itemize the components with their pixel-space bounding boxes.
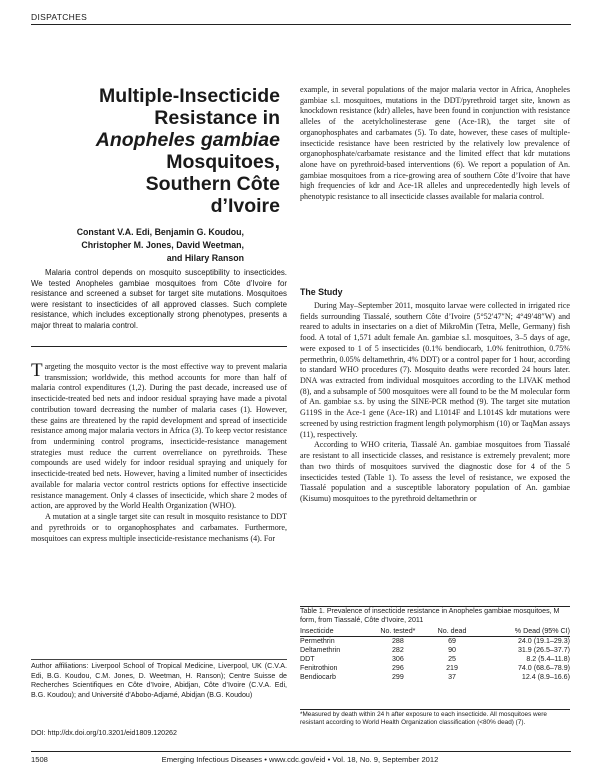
title-line-2: Resistance in [154, 107, 280, 129]
table-footnote: *Measured by death within 24 h after exposure to each insecticide. All mosquitoes were resistant according to World Health Organization classification (<80% dead) (7). [300, 711, 547, 726]
abstract: Malaria control depends on mosquito susceptibility to insecticides. We tested Anopheles gambiae mosquitoes from Côte d’Ivoire for resistance and screened a subset for target site mutations. Mosquitoes were resistant to insecticides of all approved classes. Such complete resistance, which includes exceptionally strong phenotypes, presents a major threat to malaria control. [31, 268, 287, 330]
table-row [300, 636, 570, 645]
table-cell: 288 [391, 636, 404, 645]
affiliation-rule [31, 659, 287, 660]
section-heading-study: The Study [300, 287, 343, 297]
title-line-4: Mosquitoes, [166, 151, 280, 173]
resistance-table [300, 627, 570, 681]
table-header-row [300, 627, 570, 636]
table-cell: 306 [391, 654, 404, 663]
table-cell: 25 [448, 654, 456, 663]
author-line-3: and Hilary Ranson [166, 253, 244, 264]
table-cell: 219 [446, 663, 458, 672]
table-header: No. tested* [368, 627, 427, 636]
author-line-1: Constant V.A. Edi, Benjamin G. Koudou, [76, 227, 244, 237]
table-cell: 12.4 (8.9–16.6) [521, 672, 570, 681]
table-cell: DDT [300, 654, 315, 663]
page-number: 1508 [31, 755, 48, 764]
table-header: No. dead [428, 627, 477, 636]
table-cell: Deltamethrin [300, 645, 341, 654]
article-title [31, 85, 280, 217]
title-line-5: Southern Côte [145, 173, 280, 195]
table-row [300, 655, 570, 664]
author-list [31, 226, 244, 266]
title-line-3: Anopheles gambiae [95, 129, 280, 151]
intro-paragraph-2: A mutation at a single target site can result in mosquito resistance to DDT and pyrethroids or to organophosphates and carbamates. Furthermore, mosquitoes can express multiple insecticide-resistance mechanisms (4). For [31, 512, 287, 543]
table-cell: 74.0 (68.6–78.9) [517, 663, 570, 672]
drop-cap: T [31, 360, 43, 381]
study-column [300, 301, 570, 505]
title-line-1: Multiple-Insecticide [99, 85, 280, 107]
table-cell: 296 [391, 663, 404, 672]
title-line-6: d’Ivoire [210, 195, 280, 217]
footer-rule [31, 751, 571, 752]
table-row [300, 664, 570, 673]
section-label: DISPATCHES [31, 12, 88, 22]
table-caption: Table 1. Prevalence of insecticide resistance in Anopheles gambiae mosquitoes, M form, from Tiassalé, Côte d’Ivoire, 2011 [300, 607, 560, 624]
study-paragraph-1: During May–September 2011, mosquito larvae were collected in irrigated rice fields surrounding Tiassalé, southern Côte d’Ivoire (5°52′47″N; 4°49′48″W) and reared to adults in insectaries on a diet of MikroMin (Tetra, Melle, Germany) fish food. A total of 1,571 adult female An. gambiae s.l. mosquitoes, 3–5 days of age, were exposed to 1 of 5 insecticides (0.1% bendiocarb, 1.0% fenitrothion, 0.75% permethrin, 0.05% deltamethrin, 4% DDT) or a control paper for 1 hour, according to standard WHO procedures (7). Mosquito deaths were recorded 24 hours later. DNA was extracted from individual mosquitoes according to the LIVAK method (8), and a subsample of 500 mosquitoes were all found to be the M molecular form of An. gambiae s.s. by using the SINE-PCR method (9). The target site mutation G119S in the Ace-1 gene (Ace-1R) and L1014F and L1014S kdr mutations were screened by using restriction fragment length polymorphism (10) or TaqMan assays (11), respectively. [300, 301, 570, 439]
table-cell: 299 [391, 672, 404, 681]
table-cell: 90 [448, 645, 456, 654]
table-rule-bottom [300, 709, 570, 710]
table-cell: 31.9 (26.5–37.7) [517, 645, 570, 654]
intro-paragraph-1: argeting the mosquito vector is the most effective way to prevent malaria transmission; worldwide, this method accounts for more than half of malaria control expenditures (1,2). During the past decade, increased use of insecticide-treated bed nets and indoor residual spraying have made a pivotal contribution toward decreasing the number of malaria cases (1). However, these gains are threatened by the rapid development and spread of insecticide resistance among major malaria vectors in Africa (3). To keep vector resistance from undermining control programs, insecticide-resistance management strategies must reduce the current overreliance on pyrethroids. These compounds are used widely for indoor residual spraying and uniquely for insecticide-treated bed nets. However, having a limited number of insecticides available for malaria vector control restricts options for effective insecticide resistance management. Only 4 classes of insecticide, which share 2 modes of action, are approved by the World Health Organization (WHO). [31, 362, 287, 511]
intro-column-left [31, 362, 287, 544]
table-cell: 69 [448, 636, 456, 645]
doi-link[interactable]: DOI: http://dx.doi.org/10.3201/eid1809.120262 [31, 729, 177, 737]
table-header: Insecticide [300, 627, 368, 636]
author-line-2: Christopher M. Jones, David Weetman, [81, 240, 244, 251]
table-cell: 8.2 (5.4–11.8) [526, 654, 570, 663]
journal-footer: Emerging Infectious Diseases • www.cdc.gov/eid • Vol. 18, No. 9, September 2012 [161, 755, 439, 764]
table-cell: Fenitrothion [300, 663, 338, 672]
author-affiliations: Author affiliations: Liverpool School of Tropical Medicine, Liverpool, UK (C.V.A. Edi, B.G. Koudou, C.M. Jones, D. Weetman, H. Ranson); Centre Suisse de Recherches Scientifiques en Côte d’Ivoire, Abidjan, Côte d’Ivoire (C.V.A. Edi, B.G. Koudou); and Université d’Abobo-Adjamé, Abidjan (B.G. Koudou) [31, 662, 287, 699]
table-cell: 282 [391, 645, 404, 654]
table-row [300, 673, 570, 682]
intro-paragraph-3: example, in several populations of the major malaria vector in Africa, Anopheles gambiae s.l. mosquitoes, mutations in the DDT/pyrethroid target site, known as knockdown resistance (kdr) alleles, have been found in conjunction with resistance alleles of the acetylcholinesterase gene (Ace-1R), the target site of organophosphates and carbamates (5). To date, however, these cases of multiple-insecticide resistance have been restricted by the relatively low prevalence of organophosphate/carbamate resistance and the limited effect that kdr mutations alone have on pyrethroid-based interventions (6). We report a population of An. gambiae mosquitoes from a rice-growing area of southern Côte d’Ivoire that have high frequencies of kdr and Ace-1R alleles and unprecedentedly high levels of phenotypic resistance to all insecticide classes available for malaria control. [300, 85, 570, 202]
abstract-rule [31, 346, 287, 347]
study-paragraph-2: According to WHO criteria, Tiassalé An. gambiae mosquitoes from Tiassalé are resistant to all insecticide classes, and resistance is extremely prevalent; more than two thirds of mosquitoes survived the diagnostic dose for 4 of the 5 insecticides tested (Table 1). To assess the level of resistance, we exposed the Tiassalé population and a susceptible laboratory population of An. gambiae (Kisumu) mosquitoes to the pyrethroid deltamethrin or [300, 440, 570, 503]
table-cell: 37 [448, 672, 456, 681]
table-cell: Bendiocarb [300, 672, 336, 681]
table-row [300, 646, 570, 655]
table-cell: Permethrin [300, 636, 335, 645]
table-header: % Dead (95% CI) [476, 627, 570, 636]
header-rule [31, 24, 571, 25]
table-cell: 24.0 (19.1–29.3) [517, 636, 570, 645]
